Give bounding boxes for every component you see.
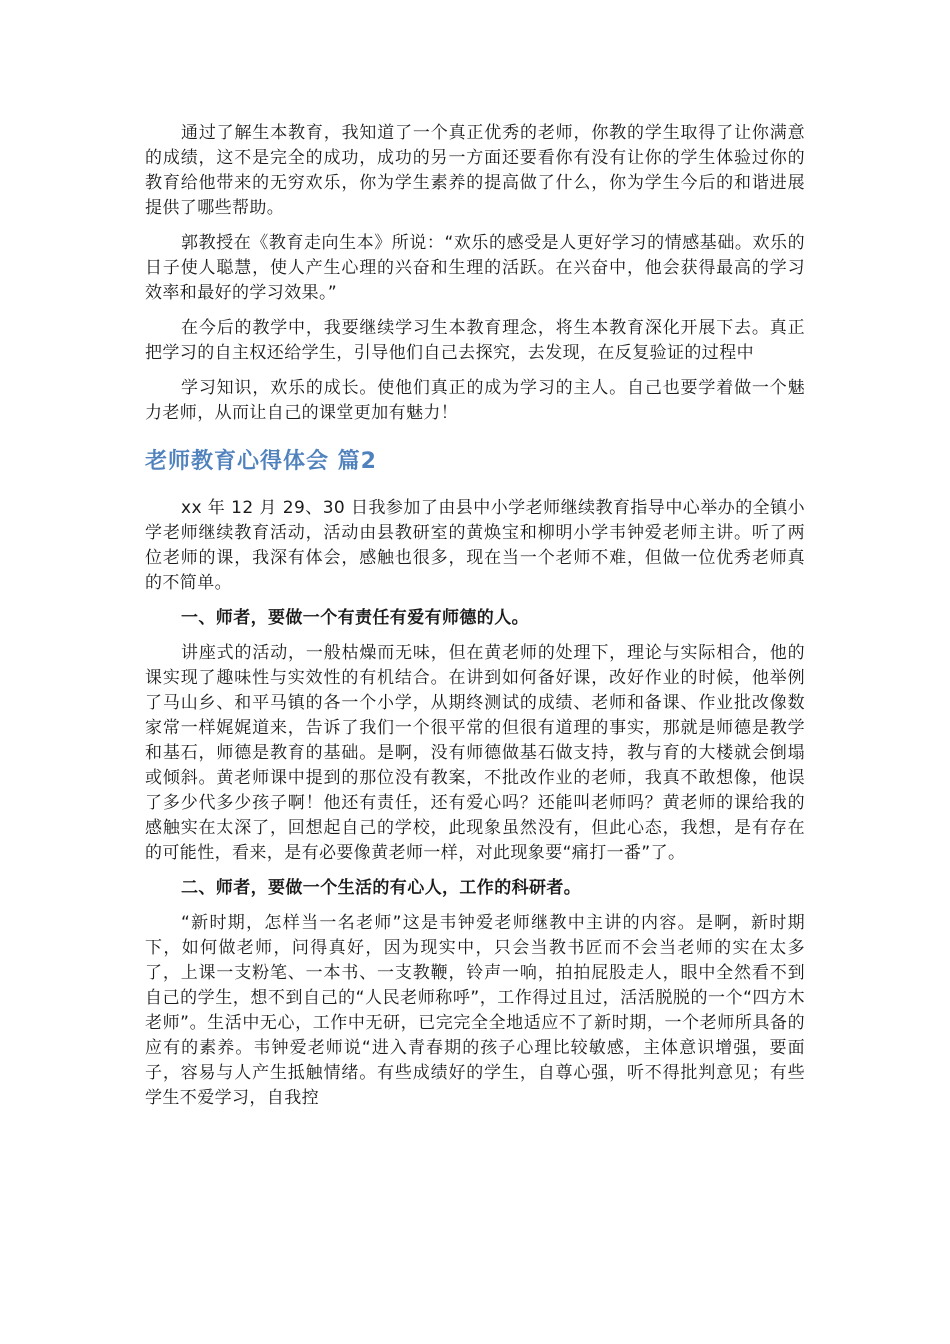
paragraph-3: 在今后的教学中，我要继续学习生本教育理念，将生本教育深化开展下去。真正把学习的自主权还给学生，引导他们自己去探究，去发现，在反复验证的过程中 <box>145 318 805 363</box>
paragraph-4: 学习知识，欢乐的成长。使他们真正的成为学习的主人。自己也要学着做一个魅力老师，从而让自己的课堂更加有魅力！ <box>145 378 805 423</box>
section-heading: 老师教育心得体会 篇2 <box>145 449 377 474</box>
point-1-body: 讲座式的活动，一般枯燥而无味，但在黄老师的处理下，理论与实际相合，他的课实现了趣味性与实效性的有机结合。在讲到如何备好课，改好作业的时候，他举例了马山乡、和平马镇的各一个小学，从期终测试的成绩、老师和备课、作业批改像数家常一样娓娓道来，告诉了我们一个很平常的但很有道理的事实，那就是师德是教学和基石，师德是教育的基础。是啊，没有师德做基石做支持，教与育的大楼就会倒塌或倾斜。黄老师课中提到的那位没有教案，不批改作业的老师，我真不敢想像，他误了多少代多少孩子啊！他还有责任，还有爱心吗？还能叫老师吗？黄老师的课给我的感触实在太深了，回想起自己的学校，此现象虽然没有，但此心态，我想，是有存在的可能性，看来，是有必要像黄老师一样，对此现象要“痛打一番”了。 <box>145 643 805 863</box>
paragraph-gap <box>145 631 805 641</box>
paragraph-gap <box>145 866 805 876</box>
document-page <box>145 121 805 1111</box>
point-1-title: 一、师者，要做一个有责任有爱有师德的人。 <box>181 608 529 628</box>
paragraph-2: 郭教授在《教育走向生本》所说：“欢乐的感受是人更好学习的情感基础。欢乐的日子使人聪慧，使人产生心理的兴奋和生理的活跃。在兴奋中，他会获得最高的学习效率和最好的学习效果。” <box>145 233 805 303</box>
paragraph-gap <box>145 306 805 316</box>
paragraph-gap <box>145 366 805 376</box>
paragraph-gap <box>145 596 805 606</box>
intro-paragraph: xx 年 12 月 29、30 日我参加了由县中小学老师继续教育指导中心举办的全镇小学老师继续教育活动，活动由县教研室的黄焕宝和柳明小学韦钟爱老师主讲。听了两位老师的课，我深有体会，感触也很多，现在当一个老师不难，但做一位优秀老师真的不简单。 <box>145 498 805 593</box>
paragraph-gap <box>145 221 805 231</box>
paragraph-1: 通过了解生本教育，我知道了一个真正优秀的老师，你教的学生取得了让你满意的成绩，这不是完全的成功，成功的另一方面还要看你有没有让你的学生体验过你的教育给他带来的无穷欢乐，你为学生素养的提高做了什么，你为学生今后的和谐进展提供了哪些帮助。 <box>145 123 805 218</box>
point-2-title: 二、师者，要做一个生活的有心人，工作的科研者。 <box>181 878 582 898</box>
paragraph-gap <box>145 901 805 911</box>
point-2-body: “新时期，怎样当一名老师”这是韦钟爱老师继教中主讲的内容。是啊，新时期下，如何做老师，问得真好，因为现实中，只会当教书匠而不会当老师的实在太多了，上课一支粉笔、一本书、一支教鞭，铃声一响，拍拍屁股走人，眼中全然看不到自己的学生，想不到自己的“人民老师称呼”，工作得过且过，活活脱脱的一个“四方木老师”。生活中无心，工作中无研，已完完全全地适应不了新时期，一个老师所具备的应有的素养。韦钟爱老师说“进入青春期的孩子心理比较敏感，主体意识增强，要面子，容易与人产生抵触情绪。有些成绩好的学生，自尊心强，听不得批判意见；有些学生不爱学习，自我控 <box>145 913 805 1108</box>
